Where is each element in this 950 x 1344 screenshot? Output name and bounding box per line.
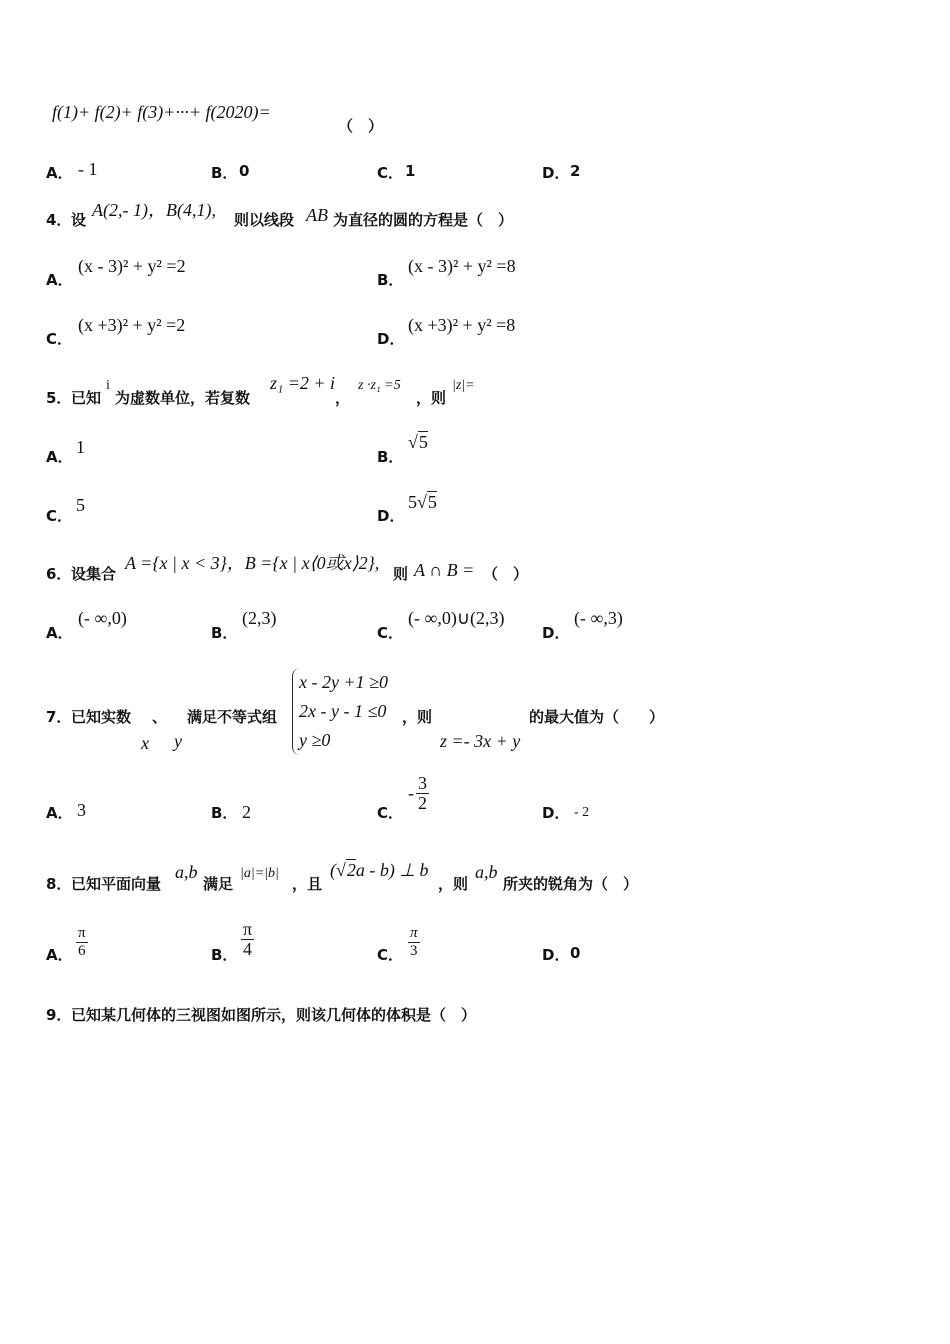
q3-option-a-label: A． — [46, 164, 73, 182]
q8-option-a-numerator: π — [78, 925, 86, 941]
q6-option-a-label: A． — [46, 624, 73, 642]
q7-option-c-value — [408, 774, 429, 814]
q7-option-c-label: C． — [377, 804, 404, 822]
q7-option-b-value: 2 — [242, 802, 251, 822]
q3-option-d-value: 2 — [570, 162, 581, 180]
q7-inequality-2: 2x - y - 1 ≤0 — [299, 701, 387, 721]
q8-stem-mid2: ，且 — [292, 875, 323, 893]
q4-segment-ab: AB — [306, 205, 328, 225]
q7-stem-suffix: 的最大值为（ ） — [529, 708, 665, 726]
q4-stem-suffix: 为直径的圆的方程是（ ） — [333, 211, 514, 229]
q8-condition-rest: a - b) ⊥ b — [355, 860, 429, 880]
q8-condition-equal-length: |a|=|b| — [240, 866, 279, 881]
q3-option-a-value: - 1 — [78, 159, 98, 179]
q6-option-b-value: (2,3) — [242, 608, 277, 628]
q5-option-a-value: 1 — [76, 437, 85, 457]
q8-option-a-fraction — [76, 926, 88, 959]
q4-points: A(2,- 1)，B(4,1), — [92, 200, 216, 220]
q4-option-a-value: (x - 3)² + y² =2 — [78, 256, 186, 276]
q6-set-definitions: A ={x | x < 3}，B ={x | x⟨0或x⟩2}, — [125, 553, 380, 573]
q8-vectors-repeat: a,b — [475, 862, 498, 882]
q6-number: 6． — [46, 565, 72, 583]
q7-objective: z =- 3x + y — [440, 731, 521, 751]
q8-option-b-denominator: 4 — [243, 938, 253, 959]
q3-option-c-label: C． — [377, 164, 404, 182]
q7-option-c-denominator: 2 — [418, 792, 427, 813]
q8-condition-perpendicular: (√2a - b) ⊥ b — [330, 860, 429, 880]
q8-stem-mid1: 满足 — [203, 875, 234, 893]
q3-answer-paren: （ ） — [338, 117, 384, 135]
q5-option-d-value: 5√5 — [408, 492, 437, 512]
q3-option-b-label: B． — [211, 164, 238, 182]
q3-option-b-value: 0 — [239, 162, 250, 180]
q6-stem-then: 则 — [393, 565, 409, 583]
q6-intersection: A ∩ B = — [414, 560, 475, 580]
q7-option-c-fraction — [416, 774, 429, 814]
q8-option-d-label: D． — [542, 946, 570, 964]
q7-option-c-sign: - — [408, 783, 414, 804]
q7-number: 7． — [46, 708, 72, 726]
q7-option-b-label: B． — [211, 804, 238, 822]
q6-option-d-label: D． — [542, 624, 570, 642]
q4-option-b-value: (x - 3)² + y² =8 — [408, 256, 516, 276]
q6-option-d-value: (- ∞,3) — [574, 608, 623, 628]
q4-option-b-label: B． — [377, 271, 404, 289]
q7-stem-prefix: 已知实数 — [71, 708, 132, 726]
q6-option-c-label: C． — [377, 624, 404, 642]
q4-option-c-label: C． — [46, 330, 73, 348]
q5-option-c-label: C． — [46, 507, 73, 525]
q7-option-a-value: 3 — [77, 800, 86, 820]
q8-option-b-label: B． — [211, 946, 238, 964]
q7-inequality-3: y ≥0 — [299, 730, 331, 750]
q5-stem-mid2: ，则 — [416, 389, 447, 407]
q8-stem-prefix: 已知平面向量 — [71, 875, 162, 893]
q4-option-d-value: (x +3)² + y² =8 — [408, 315, 516, 335]
q4-number: 4． — [46, 211, 72, 229]
q8-option-a-denominator: 6 — [78, 942, 86, 959]
q5-option-d-label: D． — [377, 507, 405, 525]
q5-option-b-radicand: 5 — [418, 432, 428, 452]
q4-option-c-value: (x +3)² + y² =2 — [78, 315, 186, 335]
q8-option-b-fraction — [241, 920, 254, 960]
q9-number: 9． — [46, 1006, 72, 1024]
q6-option-a-value: (- ∞,0) — [78, 608, 127, 628]
q6-option-c-value: (- ∞,0)∪(2,3) — [408, 608, 505, 628]
q6-stem-prefix: 设集合 — [71, 565, 117, 583]
q5-stem-mid1: 为虚数单位，若复数 — [115, 389, 251, 407]
q5-z1-definition: z₁ =2 + i — [270, 373, 336, 393]
q5-imaginary-unit: i — [106, 378, 110, 393]
q7-var-y: y — [174, 731, 182, 751]
q4-option-a-label: A． — [46, 271, 73, 289]
q8-number: 8． — [46, 875, 72, 893]
q7-var-x: x — [141, 733, 149, 753]
q7-option-d-label: D． — [542, 804, 570, 822]
q3-sum-expression: f(1)+ f(2)+ f(3)+···+ f(2020)= — [52, 102, 271, 122]
q6-option-b-label: B． — [211, 624, 238, 642]
q5-option-d-radicand: 5 — [427, 492, 437, 512]
q5-option-b-value: √5 — [408, 432, 428, 452]
q8-option-c-label: C． — [377, 946, 404, 964]
q9-stem: 已知某几何体的三视图如图所示，则该几何体的体积是（ ） — [71, 1006, 477, 1024]
q5-option-c-value: 5 — [76, 495, 85, 515]
q5-number: 5． — [46, 389, 72, 407]
q8-option-d-value: 0 — [570, 944, 581, 962]
q7-inequality-system — [292, 668, 388, 755]
q6-answer-paren: （ ） — [483, 565, 529, 583]
q4-stem-mid: 则以线段 — [234, 211, 295, 229]
q8-vectors: a,b — [175, 862, 198, 882]
q8-option-c-numerator: π — [410, 925, 418, 941]
q8-option-c-fraction — [408, 926, 420, 959]
q7-option-d-value: - 2 — [574, 805, 590, 820]
q7-separator: 、 — [152, 708, 168, 726]
q5-stem-prefix: 已知 — [71, 389, 102, 407]
q8-option-c-denominator: 3 — [410, 942, 418, 959]
q5-product-condition: z ·z₁ =5 — [358, 378, 401, 393]
q7-option-a-label: A． — [46, 804, 73, 822]
q5-option-a-label: A． — [46, 448, 73, 466]
q7-stem-mid: 满足不等式组 — [187, 708, 278, 726]
q8-condition-radicand: 2 — [346, 860, 356, 880]
q5-option-b-label: B． — [377, 448, 404, 466]
q7-stem-then: ，则 — [402, 708, 433, 726]
q5-comma: ， — [335, 389, 351, 407]
q5-abs-z: |z|= — [452, 378, 475, 393]
q7-inequality-1: x - 2y +1 ≥0 — [299, 672, 388, 692]
q8-option-a-label: A． — [46, 946, 73, 964]
q8-option-b-numerator: π — [243, 919, 253, 939]
q4-option-d-label: D． — [377, 330, 405, 348]
q3-option-d-label: D． — [542, 164, 570, 182]
q5-option-d-coefficient: 5 — [408, 492, 417, 512]
q8-stem-suffix: 所夹的锐角为（ ） — [503, 875, 639, 893]
q7-option-c-numerator: 3 — [418, 773, 427, 793]
q3-option-c-value: 1 — [405, 162, 416, 180]
q8-stem-mid3: ，则 — [438, 875, 469, 893]
q4-stem-prefix: 设 — [71, 211, 87, 229]
